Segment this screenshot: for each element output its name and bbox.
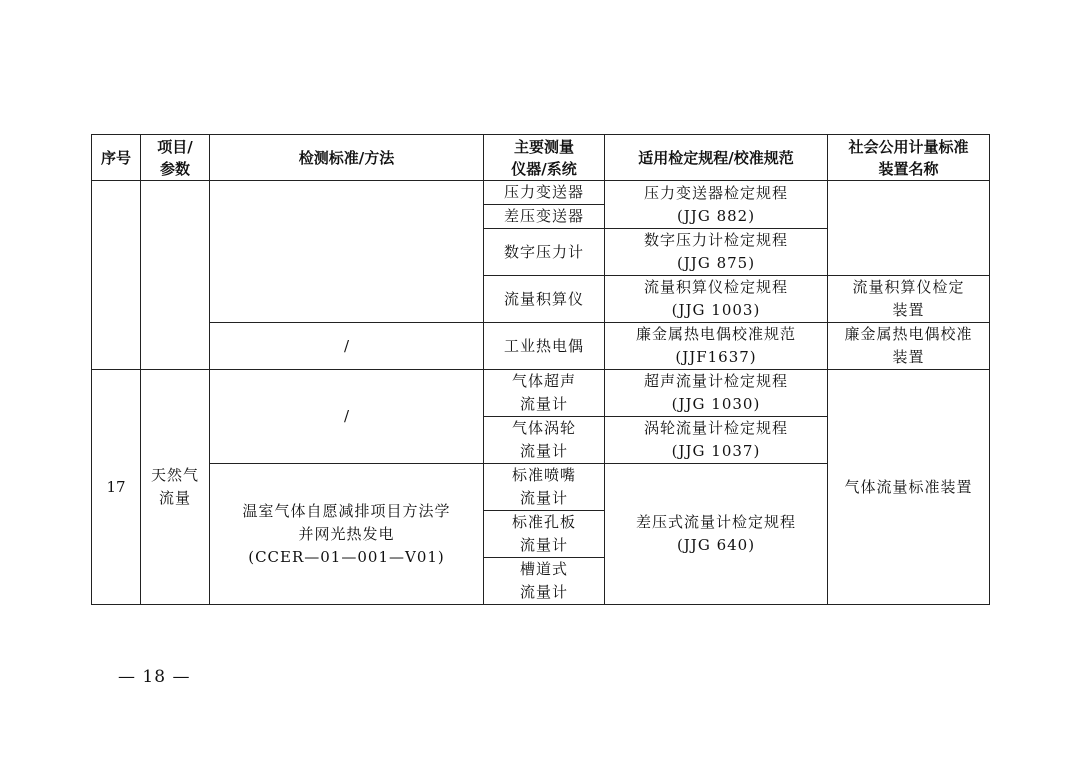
standard-line: 装置 (892, 348, 925, 366)
instrument-line: 标准孔板 (511, 513, 576, 531)
header-instrument (484, 135, 605, 181)
regulation-code: (JJF1637) (675, 348, 757, 366)
prev-seq-cell (92, 181, 141, 370)
regulation-code: (JJG 640) (676, 536, 756, 554)
instrument-line: 流量计 (519, 489, 568, 507)
table-row (92, 370, 990, 417)
instrument-line: 槽道式 (519, 560, 568, 578)
page-number: — 18 — (118, 667, 191, 687)
item-line: 流量 (158, 489, 191, 507)
header-item (141, 135, 210, 181)
instrument-cell (484, 511, 605, 558)
regulation-line: 涡轮流量计检定规程 (643, 419, 788, 437)
table-row (92, 323, 990, 370)
standard-line: 廉金属热电偶校准 (844, 325, 973, 343)
regulation-line: 差压式流量计检定规程 (635, 513, 796, 531)
item-cell (141, 370, 210, 605)
method-cell: / (210, 370, 484, 464)
prev-item-cell (141, 181, 210, 370)
header-item-line1: 项目/ (157, 137, 193, 156)
instrument-cell: 流量积算仪 (484, 276, 605, 323)
regulation-code: (JJG 882) (676, 206, 756, 225)
header-seq: 序号 (92, 135, 141, 181)
instrument-cell: 数字压力计 (484, 229, 605, 276)
header-instrument-line1: 主要测量 (513, 137, 574, 156)
instrument-line: 流量计 (519, 395, 568, 413)
header-standard-line2: 装置名称 (878, 159, 939, 178)
table-row (92, 181, 990, 205)
instrument-cell (484, 370, 605, 417)
regulation-code: (JJG 1030) (671, 395, 761, 413)
instrument-line: 流量计 (519, 442, 568, 460)
regulation-line: 廉金属热电偶校准规范 (635, 325, 796, 343)
regulation-cell (605, 464, 828, 605)
prev-method-cell (210, 181, 484, 323)
standards-table (91, 134, 990, 605)
method-line: (CCER—01—001—V01) (248, 547, 445, 566)
header-instrument-line2: 仪器/系统 (511, 159, 577, 178)
instrument-line: 气体超声 (511, 372, 576, 390)
regulation-line: 数字压力计检定规程 (643, 231, 788, 249)
standard-cell (828, 276, 990, 323)
standard-cell: 气体流量标准装置 (828, 370, 990, 605)
header-item-line2: 参数 (159, 159, 190, 178)
header-standard (828, 135, 990, 181)
method-cell (210, 464, 484, 605)
header-row (92, 135, 990, 181)
regulation-code: (JJG 1003) (671, 301, 761, 319)
regulation-cell (605, 370, 828, 417)
standard-line: 装置 (892, 301, 925, 319)
header-method: 检测标准/方法 (210, 135, 484, 181)
regulation-cell (605, 417, 828, 464)
regulation-code: (JJG 1037) (671, 442, 761, 460)
instrument-cell: 工业热电偶 (484, 323, 605, 370)
method-line: 温室气体自愿减排项目方法学 (242, 501, 451, 520)
instrument-line: 标准喷嘴 (511, 466, 576, 484)
header-regulation: 适用检定规程/校准规范 (605, 135, 828, 181)
regulation-cell (605, 181, 828, 229)
instrument-cell: 压力变送器 (484, 181, 605, 205)
instrument-cell (484, 417, 605, 464)
regulation-code: (JJG 875) (676, 254, 756, 272)
instrument-line: 流量计 (519, 583, 568, 601)
header-standard-line1: 社会公用计量标准 (848, 137, 969, 156)
standard-line: 流量积算仪检定 (852, 278, 965, 296)
method-cell: / (210, 323, 484, 370)
regulation-cell (605, 276, 828, 323)
regulation-line: 超声流量计检定规程 (643, 372, 788, 390)
instrument-cell (484, 464, 605, 511)
method-line: 并网光热发电 (298, 524, 395, 543)
regulation-line: 压力变送器检定规程 (643, 183, 788, 202)
regulation-cell (605, 323, 828, 370)
instrument-cell (484, 558, 605, 605)
regulation-line: 流量积算仪检定规程 (643, 278, 788, 296)
instrument-cell: 差压变送器 (484, 205, 605, 229)
instrument-line: 流量计 (519, 536, 568, 554)
prev-standard-cell (828, 181, 990, 276)
instrument-line: 气体涡轮 (511, 419, 576, 437)
regulation-cell (605, 229, 828, 276)
seq-cell: 17 (92, 370, 141, 605)
item-line: 天然气 (150, 466, 199, 484)
standard-cell (828, 323, 990, 370)
